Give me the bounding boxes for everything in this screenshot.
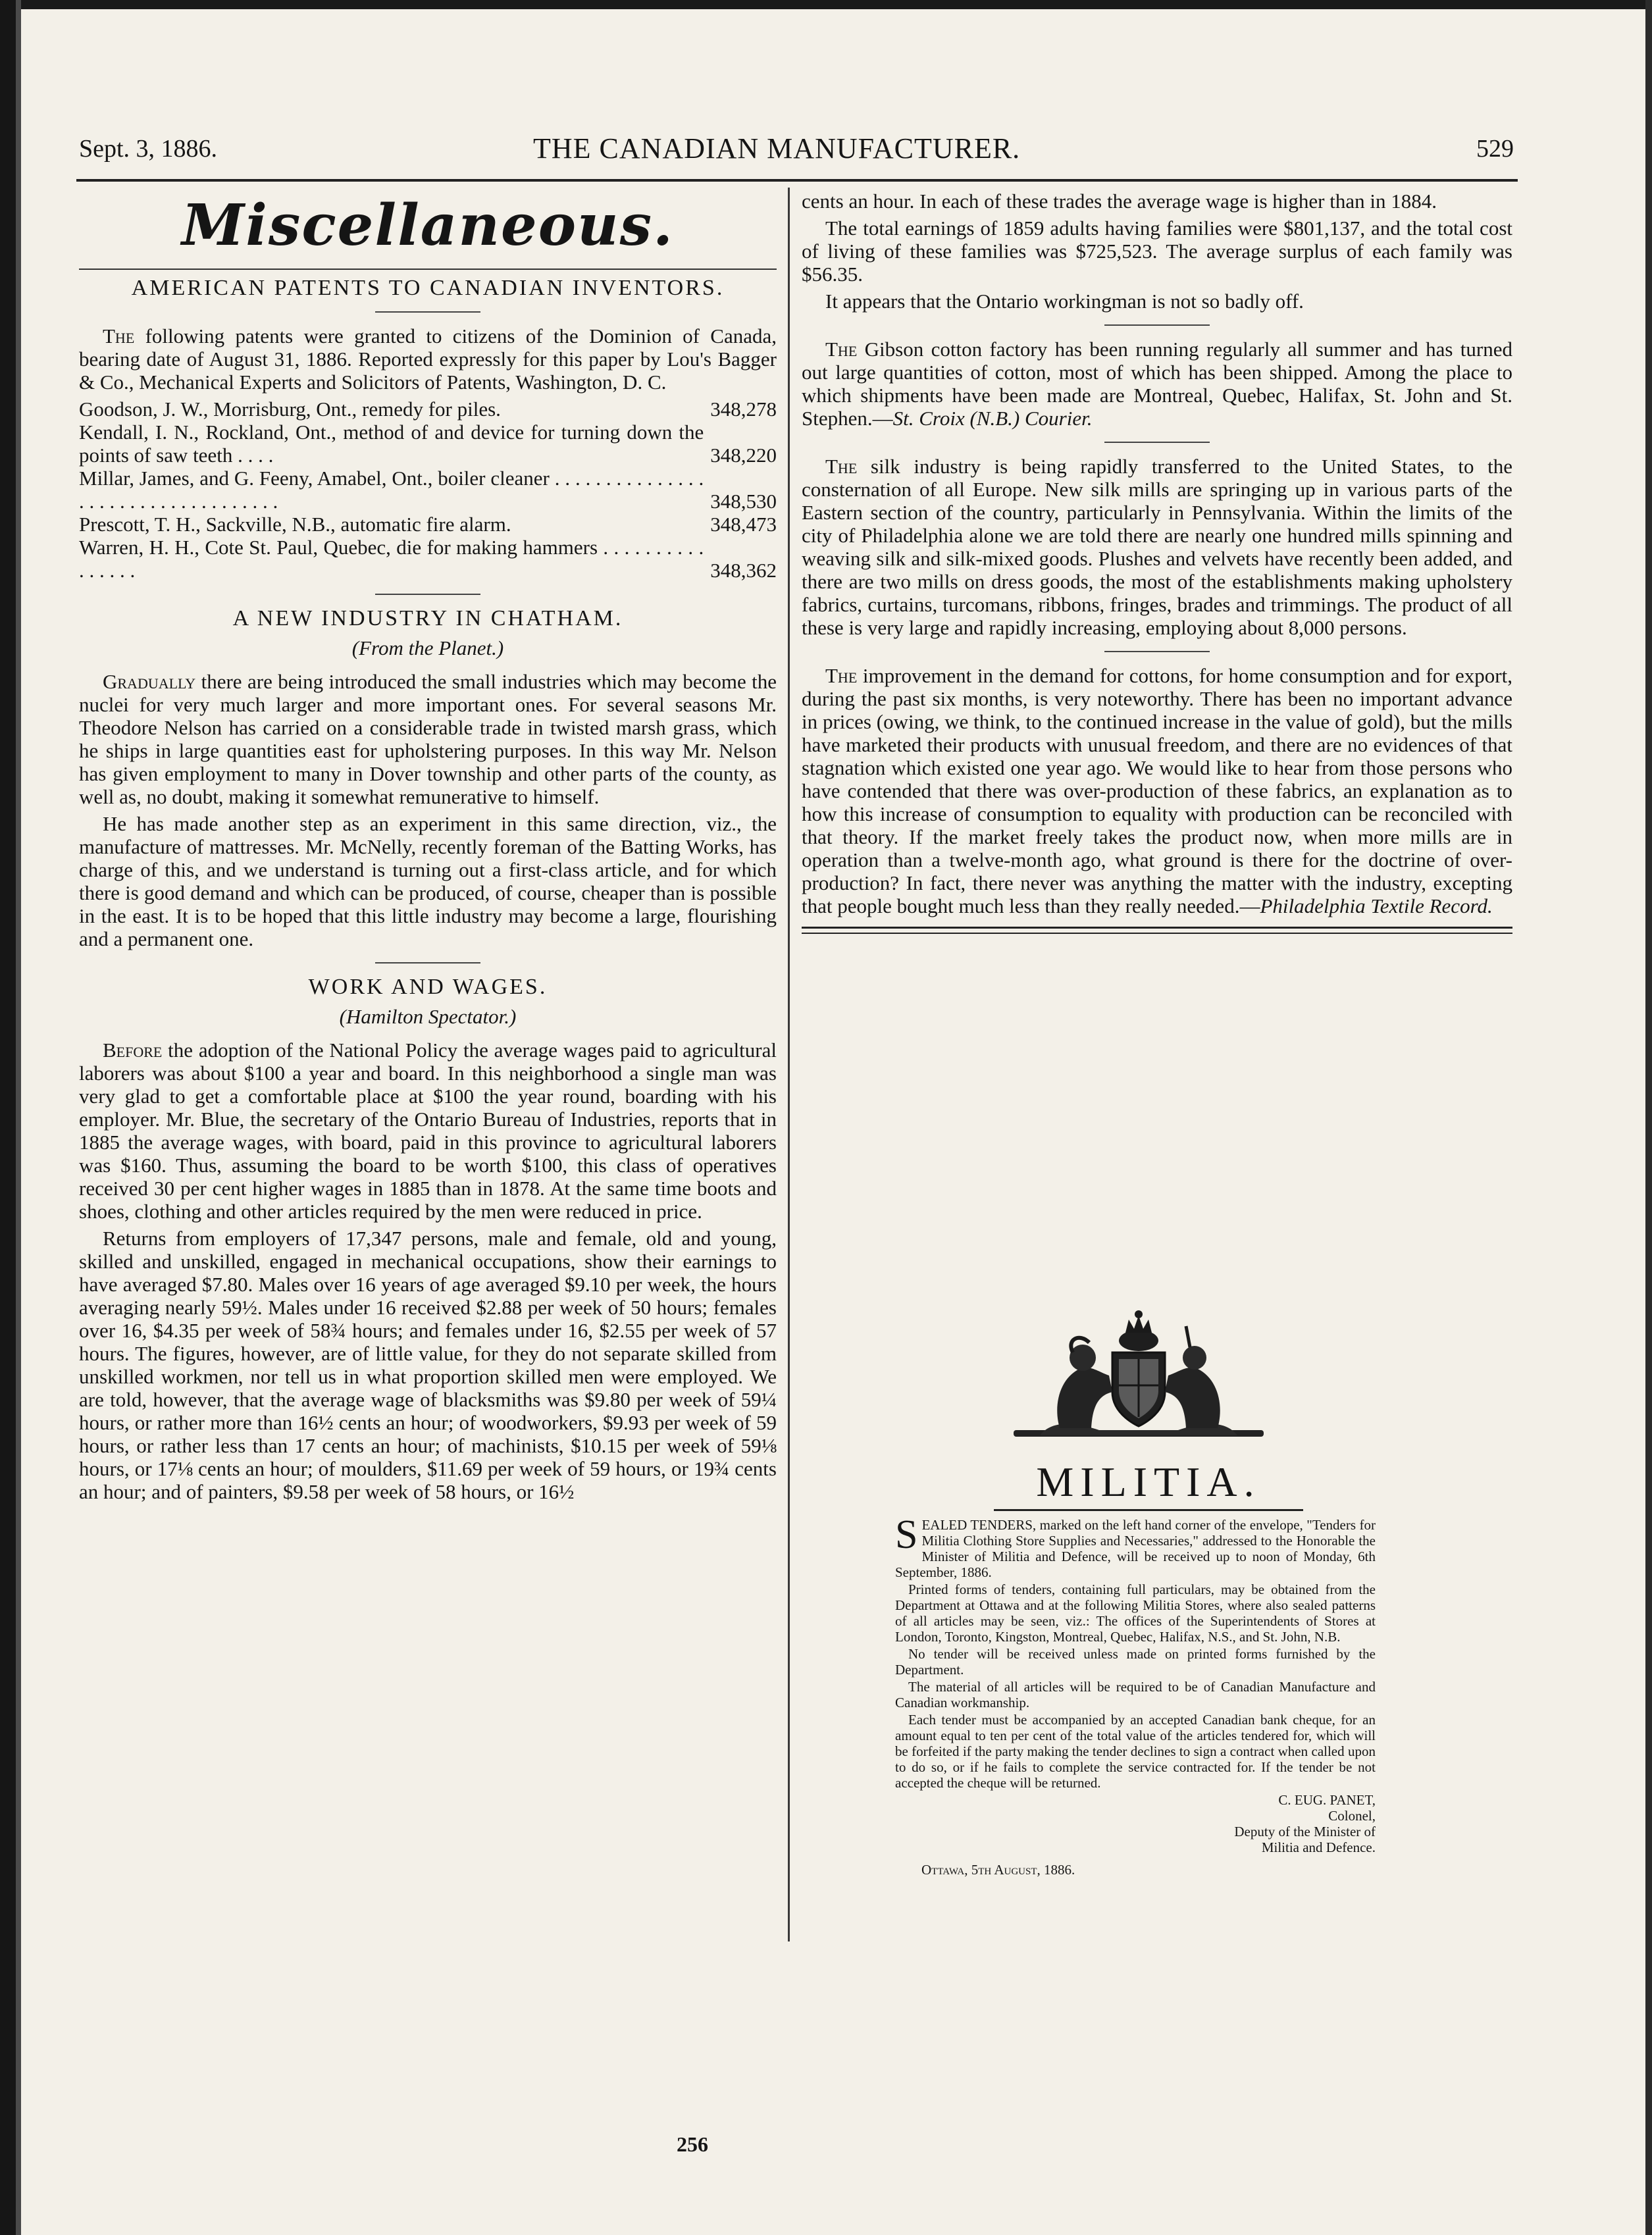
chatham-lead: Gradually bbox=[103, 670, 196, 693]
left-border bbox=[0, 0, 16, 2235]
item-rule bbox=[1104, 324, 1210, 326]
militia-advertisement bbox=[895, 1512, 1376, 1878]
patent-text: Millar, James, and G. Feeny, Amabel, Ont., boiler cleaner . . . . . . . . . . . . . . . . . . . . . . . . . . . . . . . . . . . bbox=[79, 467, 704, 513]
top-border bbox=[21, 0, 1652, 9]
militia-dateline: Ottawa, 5th August, 1886. bbox=[921, 1862, 1075, 1878]
wages-heading: WORK AND WAGES. bbox=[308, 975, 548, 999]
right-border bbox=[1645, 0, 1652, 2235]
page-number: 529 bbox=[1476, 135, 1514, 163]
patent-number: 348,530 bbox=[710, 490, 777, 513]
item-rule bbox=[1104, 442, 1210, 443]
patents-end-rule bbox=[375, 594, 480, 595]
column-divider bbox=[788, 188, 790, 1941]
wages-paragraph-1 bbox=[79, 1039, 777, 1223]
patents-intro bbox=[79, 324, 777, 394]
cotton-lead: The bbox=[825, 664, 858, 687]
militia-title-underline bbox=[994, 1509, 1303, 1511]
gibson-text: Gibson cotton factory has been running regularly all summer and has turned out large quantities of cotton, most of which has been shipped. Among the place to which shipments have been made are Montreal, Quebec, Halifax, St. John and St. Stephen.— bbox=[802, 338, 1512, 430]
patent-entry bbox=[79, 536, 777, 582]
royal-coat-of-arms-icon bbox=[1014, 1306, 1264, 1445]
patent-entry bbox=[79, 513, 777, 536]
chatham-paragraph-2: He has made another step as an experiment in this same direction, viz., the manufacture of mattresses. Mr. McNelly, recently foreman of the Batting Works, has charge of this, and we understand is turning out a first-class article, and for which there is good demand and which can be produced, of course, cheaper than is possible in the east. It is to be hoped that this little industry may become a large, flourishing and a permanent one. bbox=[79, 812, 777, 950]
advert-divider bbox=[802, 927, 1512, 934]
signature-name: C. EUG. PANET, bbox=[1278, 1792, 1376, 1808]
chatham-end-rule bbox=[375, 962, 480, 963]
patent-number: 348,473 bbox=[710, 513, 777, 536]
militia-paragraph-5: Each tender must be accompanied by an accepted Canadian bank cheque, for an amount equal to ten per cent of the total value of the articles tendered for, which will be forfeited if the party making the tender declines to sign a contract when called upon to do so, or if he fails to complete the service contracted for. If the tender be not accepted the cheque will be returned. bbox=[895, 1712, 1376, 1791]
patent-entry bbox=[79, 467, 777, 513]
silk-text: silk industry is being rapidly transferred to the United States, to the consternation of all Europe. New silk mills are springing up in various parts of the Eastern section of the country, particularly in Pennsylvania. Within the limits of the city of Philadelphia alone we are told there are nearly one hundred mills spinning and weaving silk and silk-mixed goods. Plushes and velvets have recently been added, and there are two mills on dress goods, the most of the establishments making upholstery fabrics, curtains, turcomans, ribbons, fringes, brades and trimmings. The product of all these is very large and rapidly increasing, employing about 8,000 persons. bbox=[802, 455, 1513, 639]
miscellaneous-title bbox=[79, 190, 777, 262]
militia-heading bbox=[912, 1458, 1385, 1511]
patent-text: Prescott, T. H., Sackville, N.B., automatic fire alarm. bbox=[79, 513, 511, 536]
patents-list bbox=[79, 398, 777, 582]
item-rule bbox=[1104, 651, 1210, 652]
header-rule bbox=[76, 179, 1518, 182]
militia-signature bbox=[895, 1792, 1376, 1855]
left-border-inner bbox=[16, 0, 21, 2235]
militia-paragraph-1 bbox=[895, 1512, 1376, 1580]
cotton-text: improvement in the demand for cottons, for home consumption and for export, during the past six months, is very noteworthy. There has been no important advance in prices (owing, we think, to the continued increase in the value of gold), but the mills have marketed their products with unusual freedom, and there are no evidences of that stagnation which existed one year ago. We would like to hear from those persons who have contended that there was over-production of these fabrics, an explanation as to how this increase of consumption to equality with production can be reconciled with that theory. If the market freely takes the product now, when more mills are in operation than a twelve-month ago, what ground is there for the doctrine of over-production? In fact, there never was anything the matter with the industry, excepting that people bought much less than they really needed.— bbox=[802, 664, 1512, 917]
chatham-heading: A NEW INDUSTRY IN CHATHAM. bbox=[232, 606, 623, 630]
gibson-lead: The bbox=[825, 338, 858, 361]
silk-paragraph bbox=[802, 455, 1512, 639]
signature-rank: Colonel, bbox=[1328, 1808, 1376, 1824]
patent-entry bbox=[79, 398, 777, 421]
cotton-paragraph bbox=[802, 664, 1512, 917]
chatham-paragraph-1 bbox=[79, 670, 777, 808]
cotton-source: Philadelphia Textile Record. bbox=[1260, 894, 1493, 917]
title-rule bbox=[79, 269, 777, 270]
patent-number: 348,278 bbox=[710, 398, 777, 421]
patents-intro-text: following patents were granted to citizens of the Dominion of Canada, bearing date of August 31, 1886. Reported expressly for this paper by Lou's Bagger & Co., Mechanical Experts and Solicitors of Patents, Washington, D. C. bbox=[79, 324, 777, 394]
wages-continued-1: cents an hour. In each of these trades the average wage is higher than in 1884. bbox=[802, 190, 1437, 213]
publication-title: THE CANADIAN MANUFACTURER. bbox=[533, 132, 1021, 165]
wages-lead: Before bbox=[103, 1039, 163, 1062]
chatham-source: (From the Planet.) bbox=[351, 636, 504, 659]
militia-title-text: MILITIA. bbox=[1036, 1458, 1261, 1505]
issue-date: Sept. 3, 1886. bbox=[79, 135, 218, 163]
left-column bbox=[79, 190, 777, 1507]
silk-lead: The bbox=[825, 455, 858, 478]
patent-text: Kendall, I. N., Rockland, Ont., method of and device for turning down the points of saw teeth . . . . bbox=[79, 421, 704, 467]
patent-number: 348,362 bbox=[710, 559, 777, 582]
wages-source: (Hamilton Spectator.) bbox=[339, 1005, 517, 1028]
signature-title-2: Militia and Defence. bbox=[1261, 1839, 1376, 1855]
signature-title-1: Deputy of the Minister of bbox=[1234, 1824, 1376, 1839]
patent-text: Goodson, J. W., Morrisburg, Ont., remedy for piles. bbox=[79, 398, 501, 421]
wages-continued-2: The total earnings of 1859 adults having families were $801,137, and the total cost of living of these families was $725,523. The average surplus of each family was $56.35. bbox=[802, 217, 1512, 286]
patent-number: 348,220 bbox=[710, 444, 777, 467]
militia-dropcap: S bbox=[895, 1512, 918, 1557]
miscellaneous-title-text: Miscellaneous. bbox=[182, 192, 674, 259]
gibson-paragraph bbox=[802, 338, 1512, 430]
patent-text: Warren, H. H., Cote St. Paul, Quebec, die for making hammers . . . . . . . . . . . . . . . . bbox=[79, 536, 704, 582]
wages-continued-3: It appears that the Ontario workingman is not so badly off. bbox=[825, 290, 1304, 313]
patents-intro-lead: The bbox=[103, 324, 135, 347]
wages-paragraph-2: Returns from employers of 17,347 persons, male and female, old and young, skilled and unskilled, engaged in mechanical occupations, show their earnings to have averaged $7.80. Males over 16 years of age averaged $9.10 per week, the hours averaging nearly 59½. Males under 16 received $2.88 per week of 50 hours; females over 16, $4.35 per week of 58¾ hours; and females under 16, $2.55 per week of 57 hours. The figures, however, are of little value, for they do not separate skilled from unskilled workmen, nor tell us in what proportion skilled men were employed. We are told, however, that the average wage of blacksmiths was $9.80 per week of 59¼ hours, or rather more than 16½ cents an hour; of woodworkers, $9.93 per week of 59 hours, or rather less than 17 cents an hour; of machinists, $10.15 per week of 59⅛ hours, or 17⅛ cents an hour; of moulders, $11.69 per week of 59 hours, or 19¾ cents an hour; and of painters, $9.58 per week of 58 hours, or 16½ bbox=[79, 1227, 777, 1503]
militia-p1-text: EALED TENDERS, marked on the left hand corner of the envelope, "Tenders for Militia Clothing Store Supplies and Necessaries," addressed to the Honorable the Minister of Militia and Defence, will be received up to noon of Monday, 6th September, 1886. bbox=[895, 1517, 1376, 1580]
wages-p1-text: the adoption of the National Policy the average wages paid to agricultural laborers was about $100 a year and board. In this neighborhood a single man was very glad to get a comfortable place at $100 the year round, boarding with his employer. Mr. Blue, the secretary of the Ontario Bureau of Industries, reports that in 1885 the average wages, with board, paid in this province to agricultural laborers was $160. Thus, assuming the board to be worth $100, this class of operatives received 30 per cent higher wages in 1885 than in 1878. At the same time boots and shoes, clothing and other articles required by the men were reduced in price. bbox=[79, 1039, 777, 1223]
page-header bbox=[79, 129, 1514, 182]
gibson-source: St. Croix (N.B.) Courier. bbox=[892, 407, 1093, 430]
militia-paragraph-3: No tender will be received unless made on printed forms furnished by the Department. bbox=[895, 1646, 1376, 1678]
militia-paragraph-4: The material of all articles will be required to be of Canadian Manufacture and Canadian workmanship. bbox=[895, 1679, 1376, 1710]
patents-rule bbox=[375, 311, 480, 313]
patents-heading: AMERICAN PATENTS TO CANADIAN INVENTORS. bbox=[131, 276, 725, 300]
patent-entry bbox=[79, 421, 777, 467]
militia-paragraph-2: Printed forms of tenders, containing full particulars, may be obtained from the Department at Ottawa and at the following Militia Stores, where also sealed patterns of all articles may be seen, viz.: The offices of the Superintendents of Stores at London, Toronto, Kingston, Montreal, Quebec, Halifax, N.S., and St. John, N.B. bbox=[895, 1581, 1376, 1645]
chatham-p1-text: there are being introduced the small industries which may become the nuclei for very much larger and more important ones. For several seasons Mr. Theodore Nelson has carried on a considerable trade in twisted marsh grass, which he ships in large quantities east for upholstering purposes. In this way Mr. Nelson has given employment to many in Dover township and other parts of the county, as well as, no doubt, making it somewhat remunerative to himself. bbox=[79, 670, 777, 808]
right-column bbox=[802, 190, 1512, 943]
signature-number: 256 bbox=[677, 2132, 708, 2156]
